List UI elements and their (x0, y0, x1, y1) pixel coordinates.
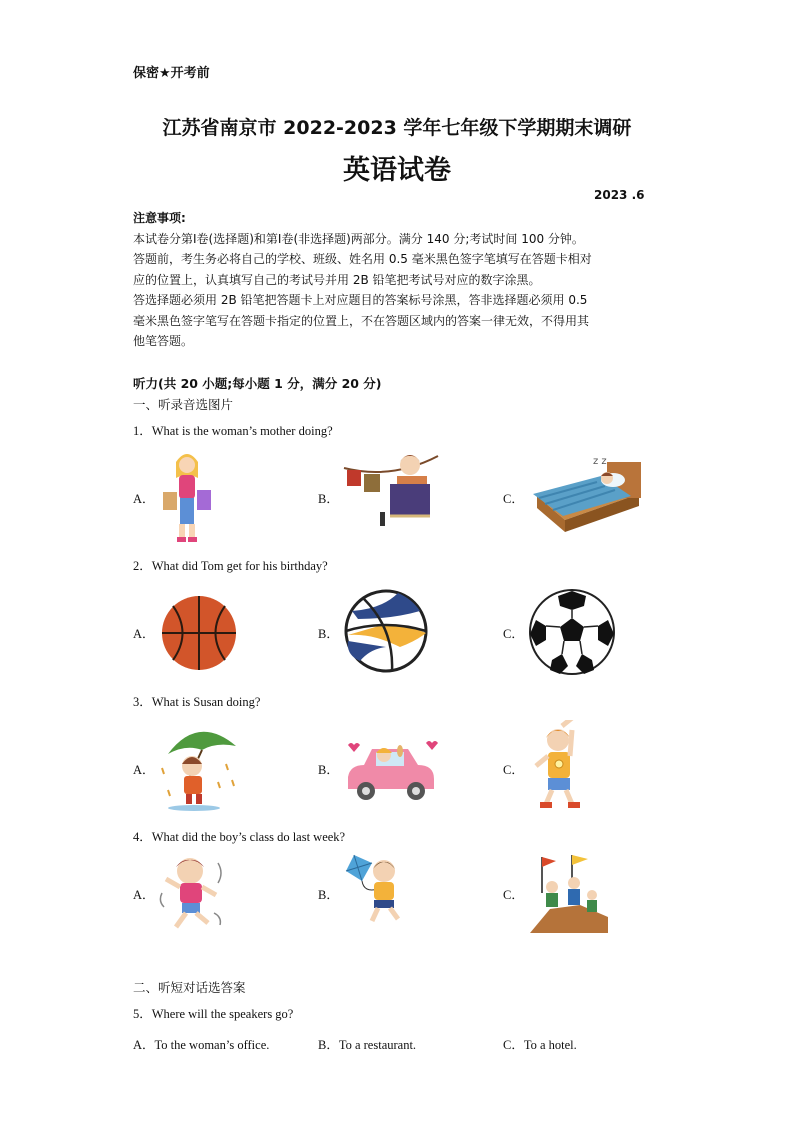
question-4: 4．What did the boy’s class do last week? (133, 830, 346, 844)
soccer-ball-picture (528, 588, 616, 676)
exam-subtitle: 英语试卷 (343, 155, 451, 186)
q3-option-c-label: C． (503, 763, 524, 777)
part1-heading: 一、听录音选图片 (133, 397, 234, 412)
question-3: 3．What is Susan doing? (133, 695, 261, 709)
q1-option-c-label: C． (503, 492, 524, 506)
q5-option-b: B．To a restaurant. (318, 1038, 417, 1052)
notes-line: 毫米黑色签字笔写在答题卡指定的位置上，不在答题区域内的答案一律无效，不得用其 (133, 313, 590, 328)
q5-option-c: C．To a hotel. (503, 1038, 577, 1052)
notes-line: 答选择题必须用 2B 铅笔把答题卡上对应题目的答案标号涂黑，答非选择题必须用 0.5 (133, 293, 588, 307)
notes-line: 答题前，考生务必将自己的学校、班级、姓名用 0.5 毫米黑色签字笔填写在答题卡相对 (133, 252, 592, 266)
volleyball-picture (342, 589, 430, 673)
notes-line: 他笔答题。 (133, 334, 194, 348)
girl-driving-car-picture (342, 737, 440, 805)
boy-flying-kite-picture (344, 853, 414, 925)
girl-sleeping-in-bed-picture (527, 452, 647, 536)
question-2: 2．What did Tom get for his birthday? (133, 559, 328, 573)
notes-section (133, 208, 668, 352)
q5-option-a: A．To the woman’s office. (133, 1038, 270, 1052)
q3-option-a-label: A． (133, 763, 155, 777)
woman-shopping-bags-picture (160, 448, 214, 543)
woman-hanging-laundry-picture (342, 450, 440, 530)
exam-title: 江苏省南京市 2022-2023 学年七年级下学期期末调研 (162, 117, 632, 139)
girl-with-umbrella-picture (156, 720, 240, 812)
girl-exercising-picture (532, 720, 588, 810)
confidential-label: 保密★开考前 (133, 66, 210, 81)
question-1: 1．What is the woman’s mother doing? (133, 424, 333, 438)
boy-running-picture (158, 853, 234, 933)
notes-line: 应的位置上，认真填写自己的考试号并用 2B 铅笔把考试号对应的数字涂黑。 (133, 272, 541, 287)
q3-option-b-label: B． (318, 763, 339, 777)
q2-option-c-label: C． (503, 627, 524, 641)
kids-hiking-with-flags-picture (530, 853, 608, 933)
q4-option-c-label: C． (503, 888, 524, 902)
q2-option-b-label: B． (318, 627, 339, 641)
notes-line: 本试卷分第Ⅰ卷(选择题)和第Ⅰ卷(非选择题)两部分。满分 140 分;考试时间 100 分钟。 (133, 231, 584, 246)
q1-option-a-label: A． (133, 492, 155, 506)
q4-option-a-label: A． (133, 888, 155, 902)
basketball-picture (160, 594, 238, 672)
q2-option-a-label: A． (133, 627, 155, 641)
part2-heading: 二、听短对话选答案 (133, 980, 246, 995)
svg-text:z z: z z (593, 456, 607, 467)
question-5: 5．Where will the speakers go? (133, 1007, 294, 1021)
listening-heading: 听力(共 20 小题;每小题 1 分，满分 20 分) (133, 376, 382, 391)
exam-date: 2023 .6 (594, 188, 645, 202)
q1-option-b-label: B． (318, 492, 339, 506)
notes-heading: 注意事项: (133, 211, 186, 225)
q4-option-b-label: B． (318, 888, 339, 902)
